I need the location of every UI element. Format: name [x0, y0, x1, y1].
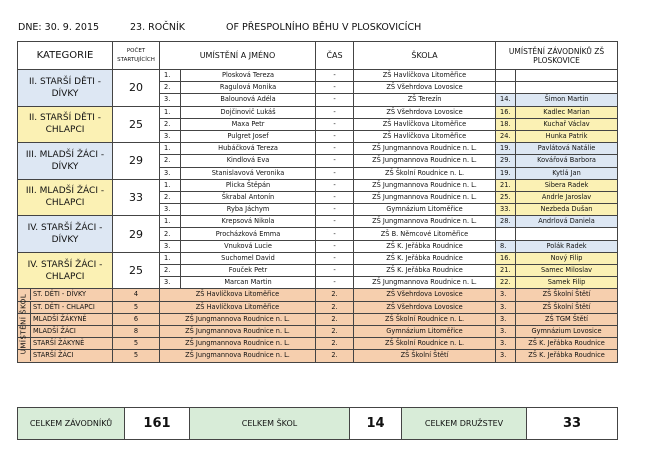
school-second-place: 2.: [316, 301, 354, 313]
table-row: [18, 179, 618, 191]
starter-count: 25: [113, 252, 160, 289]
table-row: [18, 252, 618, 264]
edition-label: 23. ROČNÍK: [130, 22, 185, 33]
total-racers-value: 161: [125, 408, 190, 440]
school-first-name: ZŠ Havlíčkova Litoměřice: [160, 301, 316, 313]
category-name: IV. STARŠÍ ŽÁCI - DÍVKY: [18, 216, 113, 253]
place-number: 1.: [160, 252, 181, 264]
school-ranking-row: [18, 350, 618, 362]
athlete-name: Krepsová Nikola: [181, 216, 316, 228]
school-first-place: 5: [113, 350, 160, 362]
table-row: [18, 216, 618, 228]
time-value: -: [316, 191, 354, 203]
place-number: 2.: [160, 265, 181, 277]
starter-count: 29: [113, 216, 160, 253]
athlete-name: Kindlová Eva: [181, 155, 316, 167]
table-row: [18, 70, 618, 82]
school-name: ZŠ Havlíčkova Litoměřice: [354, 118, 496, 130]
ploskovice-name: Pavlátová Natálie: [516, 143, 618, 155]
ploskovice-name: Andrlová Daniela: [516, 216, 618, 228]
school-first-place: 5: [113, 338, 160, 350]
page-title: OF PŘESPOLNÍHO BĚHU V PLOSKOVICÍCH: [226, 22, 422, 33]
school-first-place: 4: [113, 289, 160, 301]
col-zavodniku: UMÍSTĚNÍ ZÁVODNÍKŮ ZŠ PLOSKOVICE: [496, 42, 618, 70]
total-teams-value: 33: [527, 408, 618, 440]
school-category-label: MLADŠÍ ŽÁCI: [33, 327, 76, 336]
school-name: ZŠ B. Němcové Litoměřice: [354, 228, 496, 240]
school-category-label: ST. DĚTI - DÍVKY: [33, 290, 87, 299]
school-third-place: 3.: [496, 313, 516, 325]
col-umisteni: UMÍSTĚNÍ A JMÉNO: [160, 42, 316, 70]
place-number: 2.: [160, 82, 181, 94]
school-first-name: ZŠ Jungmannova Roudnice n. L.: [160, 350, 316, 362]
total-teams-label: CELKEM DRUŽSTEV: [402, 408, 527, 440]
ploskovice-place: 14.: [496, 94, 516, 106]
starter-count: 20: [113, 70, 160, 107]
school-third-name: ZŠ K. Jeřábka Roudnice: [516, 338, 618, 350]
school-name: ZŠ Jungmannova Roudnice n. L.: [354, 155, 496, 167]
school-third-place: 3.: [496, 301, 516, 313]
ploskovice-place: 8.: [496, 240, 516, 252]
place-number: 3.: [160, 130, 181, 142]
school-second-name: ZŠ Všehrdova Lovosice: [354, 289, 496, 301]
totals-table: [17, 407, 618, 440]
school-category-label: STARŠÍ ŽÁKYNĚ: [33, 339, 85, 348]
time-value: -: [316, 228, 354, 240]
school-third-place: 3.: [496, 325, 516, 337]
time-value: -: [316, 252, 354, 264]
time-value: -: [316, 82, 354, 94]
ploskovice-place: 28.: [496, 216, 516, 228]
school-name: ZŠ Havlíčkova Litoměřice: [354, 70, 496, 82]
school-second-place: 2.: [316, 325, 354, 337]
school-name: ZŠ Jungmannova Roudnice n. L.: [354, 143, 496, 155]
school-ranking-row: [18, 301, 618, 313]
school-name: ZŠ Školní Roudnice n. L.: [354, 167, 496, 179]
place-number: 1.: [160, 106, 181, 118]
time-value: -: [316, 265, 354, 277]
ploskovice-name: Nový Filip: [516, 252, 618, 264]
time-value: -: [316, 94, 354, 106]
school-second-place: 2.: [316, 313, 354, 325]
place-number: 1.: [160, 70, 181, 82]
ploskovice-place: [496, 82, 516, 94]
school-category-label: ST. DĚTI - CHLAPCI: [33, 302, 95, 311]
date-label: DNE: 30. 9. 2015: [18, 22, 100, 33]
school-third-name: ZŠ Školní Štětí: [516, 289, 618, 301]
ploskovice-name: Nezbeda Dušan: [516, 204, 618, 216]
school-first-name: ZŠ Jungmannova Roudnice n. L.: [160, 325, 316, 337]
school-first-name: ZŠ Jungmannova Roudnice n. L.: [160, 313, 316, 325]
time-value: -: [316, 204, 354, 216]
ploskovice-place: 22.: [496, 277, 516, 289]
col-cas: ČAS: [316, 42, 354, 70]
category-name: III. MLADŠÍ ŽÁCI - DÍVKY: [18, 143, 113, 180]
school-second-name: ZŠ Školní Štětí: [354, 350, 496, 362]
school-name: ZŠ Jungmannova Roudnice n. L.: [354, 191, 496, 203]
place-number: 2.: [160, 155, 181, 167]
ploskovice-name: Sibera Radek: [516, 179, 618, 191]
place-number: 2.: [160, 228, 181, 240]
col-skola: ŠKOLA: [354, 42, 496, 70]
athlete-name: Ragulová Monika: [181, 82, 316, 94]
ploskovice-name: Samek Filip: [516, 277, 618, 289]
school-ranking-row: [18, 313, 618, 325]
category-name: IV. STARŠÍ ŽÁCI - CHLAPCI: [18, 252, 113, 289]
athlete-name: Plosková Tereza: [181, 70, 316, 82]
place-number: 3.: [160, 277, 181, 289]
school-ranking-row: [18, 338, 618, 350]
ploskovice-place: 19.: [496, 143, 516, 155]
ploskovice-place: 25.: [496, 191, 516, 203]
athlete-name: Pulgret Josef: [181, 130, 316, 142]
school-third-place: 3.: [496, 350, 516, 362]
athlete-name: Procházková Emma: [181, 228, 316, 240]
total-racers-label: CELKEM ZÁVODNÍKŮ: [18, 408, 125, 440]
school-name: ZŠ Všehrdova Lovosice: [354, 106, 496, 118]
athlete-name: Stanislavová Veronika: [181, 167, 316, 179]
time-value: -: [316, 106, 354, 118]
ploskovice-name: Polák Radek: [516, 240, 618, 252]
school-category-cell: [18, 350, 113, 362]
place-number: 3.: [160, 94, 181, 106]
ploskovice-place: 18.: [496, 118, 516, 130]
school-third-name: ZŠ TGM Štětí: [516, 313, 618, 325]
school-category-cell: [18, 289, 113, 301]
athlete-name: Marcan Martin: [181, 277, 316, 289]
school-first-place: 6: [113, 313, 160, 325]
place-number: 2.: [160, 118, 181, 130]
school-name: ZŠ Jungmannova Roudnice n. L.: [354, 179, 496, 191]
school-name: Gymnázium Litoměřice: [354, 204, 496, 216]
time-value: -: [316, 240, 354, 252]
school-second-name: ZŠ Všehrdova Lovosice: [354, 301, 496, 313]
school-name: ZŠ K. Jeřábka Roudnice: [354, 265, 496, 277]
table-row: [18, 106, 618, 118]
starter-count: 25: [113, 106, 160, 143]
ploskovice-name: Šimon Martin: [516, 94, 618, 106]
school-category-label: MLADŠÍ ŽÁKYNĚ: [33, 314, 87, 323]
athlete-name: Ryba Jáchym: [181, 204, 316, 216]
school-third-name: Gymnázium Lovosice: [516, 325, 618, 337]
school-ranking-row: [18, 289, 618, 301]
school-ranking-row: [18, 325, 618, 337]
school-second-name: Gymnázium Litoměřice: [354, 325, 496, 337]
athlete-name: Fouček Petr: [181, 265, 316, 277]
ploskovice-name: [516, 70, 618, 82]
place-number: 2.: [160, 191, 181, 203]
school-second-place: 2.: [316, 338, 354, 350]
ploskovice-name: [516, 82, 618, 94]
school-category-cell: [18, 313, 113, 325]
athlete-name: Hubáčková Tereza: [181, 143, 316, 155]
school-category-label: STARŠÍ ŽÁCI: [33, 351, 74, 360]
ploskovice-place: [496, 70, 516, 82]
school-name: ZŠ Všehrdova Lovosice: [354, 82, 496, 94]
school-name: ZŠ K. Jeřábka Roudnice: [354, 240, 496, 252]
ploskovice-place: 21.: [496, 179, 516, 191]
athlete-name: Balounová Adéla: [181, 94, 316, 106]
ploskovice-place: [496, 228, 516, 240]
col-kategorie: KATEGORIE: [18, 42, 113, 70]
time-value: -: [316, 70, 354, 82]
school-third-place: 3.: [496, 338, 516, 350]
category-name: II. STARŠÍ DĚTI - DÍVKY: [18, 70, 113, 107]
ploskovice-name: Kadlec Marian: [516, 106, 618, 118]
time-value: -: [316, 155, 354, 167]
school-name: ZŠ Terezín: [354, 94, 496, 106]
school-third-place: 3.: [496, 289, 516, 301]
total-schools-value: 14: [350, 408, 402, 440]
athlete-name: Škrabal Antonín: [181, 191, 316, 203]
ploskovice-place: 19.: [496, 167, 516, 179]
school-first-place: 8: [113, 325, 160, 337]
school-name: ZŠ Jungmannova Roudnice n. L.: [354, 277, 496, 289]
ploskovice-place: 24.: [496, 130, 516, 142]
school-first-name: ZŠ Havlíčkova Litoměřice: [160, 289, 316, 301]
ploskovice-place: 16.: [496, 252, 516, 264]
athlete-name: Maxa Petr: [181, 118, 316, 130]
athlete-name: Dojčinovič Lukáš: [181, 106, 316, 118]
school-second-place: 2.: [316, 289, 354, 301]
time-value: -: [316, 130, 354, 142]
ploskovice-name: Andrle Jaroslav: [516, 191, 618, 203]
time-value: -: [316, 216, 354, 228]
ploskovice-place: 33.: [496, 204, 516, 216]
ploskovice-name: Kytlá Jan: [516, 167, 618, 179]
place-number: 3.: [160, 167, 181, 179]
school-second-name: ZŠ Školní Roudnice n. L.: [354, 313, 496, 325]
header-row: [18, 42, 618, 70]
ploskovice-name: [516, 228, 618, 240]
athlete-name: Vnuková Lucie: [181, 240, 316, 252]
time-value: -: [316, 167, 354, 179]
time-value: -: [316, 118, 354, 130]
school-second-name: ZŠ Školní Roudnice n. L.: [354, 338, 496, 350]
school-first-place: 5: [113, 301, 160, 313]
school-category-cell: [18, 301, 113, 313]
school-name: ZŠ Jungmannova Roudnice n. L.: [354, 216, 496, 228]
school-name: ZŠ K. Jeřábka Roudnice: [354, 252, 496, 264]
athlete-name: Suchomel David: [181, 252, 316, 264]
place-number: 3.: [160, 240, 181, 252]
school-name: ZŠ Havlíčkova Litoměřice: [354, 130, 496, 142]
ploskovice-name: Kuchař Václav: [516, 118, 618, 130]
place-number: 1.: [160, 179, 181, 191]
starter-count: 29: [113, 143, 160, 180]
col-pocet: POČET STARTUJÍCÍCH: [113, 42, 160, 70]
ploskovice-name: Kovářová Barbora: [516, 155, 618, 167]
results-table: [17, 41, 618, 363]
time-value: -: [316, 143, 354, 155]
place-number: 3.: [160, 204, 181, 216]
time-value: -: [316, 179, 354, 191]
ploskovice-place: 29.: [496, 155, 516, 167]
category-name: II. STARŠÍ DĚTI - CHLAPCI: [18, 106, 113, 143]
place-number: 1.: [160, 143, 181, 155]
school-third-name: ZŠ K. Jeřábka Roudnice: [516, 350, 618, 362]
athlete-name: Plicka Štěpán: [181, 179, 316, 191]
school-second-place: 2.: [316, 350, 354, 362]
schools-section-label: UMÍSTĚNÍ ŠKOL: [20, 294, 28, 355]
time-value: -: [316, 277, 354, 289]
table-row: [18, 143, 618, 155]
ploskovice-name: Hunka Patrik: [516, 130, 618, 142]
ploskovice-place: 16.: [496, 106, 516, 118]
school-first-name: ZŠ Jungmannova Roudnice n. L.: [160, 338, 316, 350]
ploskovice-place: 21.: [496, 265, 516, 277]
starter-count: 33: [113, 179, 160, 216]
category-name: III. MLADŠÍ ŽÁCI - CHLAPCI: [18, 179, 113, 216]
school-third-name: ZŠ Školní Štětí: [516, 301, 618, 313]
total-schools-label: CELKEM ŠKOL: [190, 408, 350, 440]
ploskovice-name: Samec Miloslav: [516, 265, 618, 277]
school-category-cell: [18, 325, 113, 337]
school-category-cell: [18, 338, 113, 350]
place-number: 1.: [160, 216, 181, 228]
